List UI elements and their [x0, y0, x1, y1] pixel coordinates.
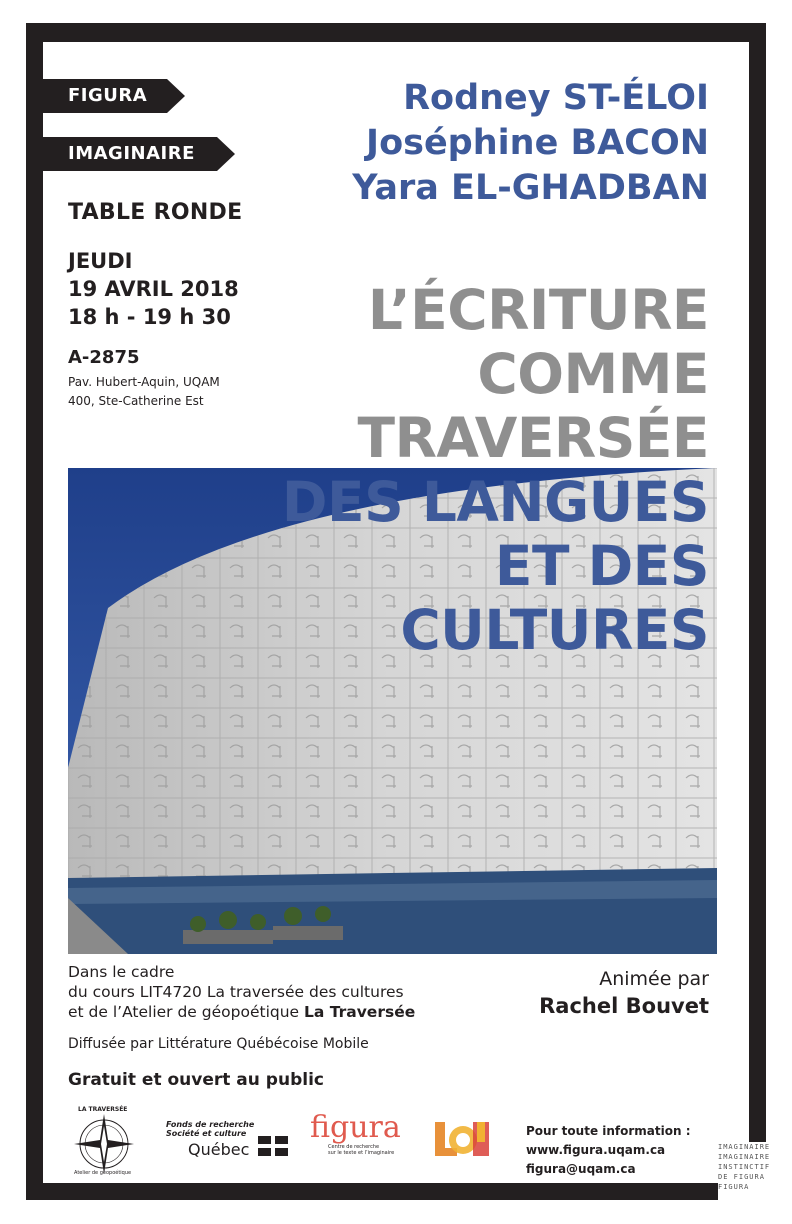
address-line1: Pav. Hubert-Aquin, UQAM — [68, 375, 220, 389]
title-line: ET DES — [494, 534, 709, 598]
title-blue — [282, 470, 709, 662]
quebec-flag-icon — [258, 1136, 288, 1156]
stack-line: FIGURA — [718, 1183, 750, 1191]
traversee-logo-top: LA TRAVERSÉE — [78, 1106, 128, 1113]
title-gray — [358, 278, 709, 470]
event-when — [68, 247, 239, 331]
title-line: CULTURES — [400, 598, 709, 662]
free-entry-text: Gratuit et ouvert au public — [68, 1070, 324, 1090]
title-line: COMME — [477, 342, 709, 406]
title-line: TRAVERSÉE — [357, 406, 709, 470]
stack-line: DE FIGURA — [718, 1173, 765, 1181]
contact-label: Pour toute information : — [526, 1124, 691, 1138]
contact-info — [526, 1122, 691, 1179]
traversee-logo-bottom: Atelier de géopoétique — [74, 1170, 132, 1176]
frq-line1: Fonds de recherche — [166, 1120, 255, 1129]
title-line: L’ÉCRITURE — [367, 278, 709, 342]
imaginaire-tag: IMAGINAIRE — [43, 137, 217, 171]
figura-sub1: Centre de recherche — [328, 1144, 380, 1150]
speaker-name: Yara EL-GHADBAN — [352, 168, 709, 208]
context-line — [68, 1002, 415, 1022]
title-line: DES LANGUES — [281, 470, 709, 534]
speaker-name: Joséphine BACON — [366, 123, 709, 163]
speakers-list — [352, 76, 709, 211]
lqm-logo — [433, 1118, 491, 1164]
figura-tag: FIGURA — [43, 79, 167, 113]
moderator-name: Rachel Bouvet — [539, 994, 709, 1018]
frq-line3: Québec — [188, 1140, 250, 1159]
figura-sub2: sur le texte et l’imaginaire — [328, 1150, 395, 1156]
address-line2: 400, Ste-Catherine Est — [68, 394, 204, 408]
context-text — [68, 962, 415, 1022]
event-date: 19 AVRIL 2018 — [68, 277, 239, 301]
frq-logo — [166, 1120, 291, 1160]
figura-wordmark: figura — [310, 1110, 401, 1145]
context-line: du cours LIT4720 La traversée des cultures — [68, 983, 404, 1001]
event-time: 18 h - 19 h 30 — [68, 305, 231, 329]
context-bold: La Traversée — [304, 1003, 416, 1021]
figura-logo — [310, 1112, 410, 1162]
event-room: A-2875 — [68, 347, 140, 368]
traversee-logo — [68, 1106, 140, 1178]
diffusion-text: Diffusée par Littérature Québécoise Mobile — [68, 1036, 369, 1052]
contact-url[interactable]: www.figura.uqam.ca — [526, 1143, 666, 1157]
moderator — [539, 968, 709, 1018]
contact-email[interactable]: figura@uqam.ca — [526, 1162, 636, 1176]
moderator-label: Animée par — [599, 968, 709, 990]
frq-line2: Société et culture — [166, 1129, 247, 1138]
context-prefix: et de l’Atelier de géopoétique — [68, 1003, 304, 1021]
context-line: Dans le cadre — [68, 963, 175, 981]
stack-line: IMAGINAIRE — [718, 1153, 771, 1161]
event-day: JEUDI — [68, 249, 133, 273]
stack-line: INSTINCTIF — [718, 1163, 771, 1171]
event-type: TABLE RONDE — [68, 200, 243, 225]
stack-line: IMAGINAIRE — [718, 1143, 771, 1151]
imaginaire-stack-logo — [718, 1142, 772, 1202]
speaker-name: Rodney ST-ÉLOI — [403, 78, 709, 118]
